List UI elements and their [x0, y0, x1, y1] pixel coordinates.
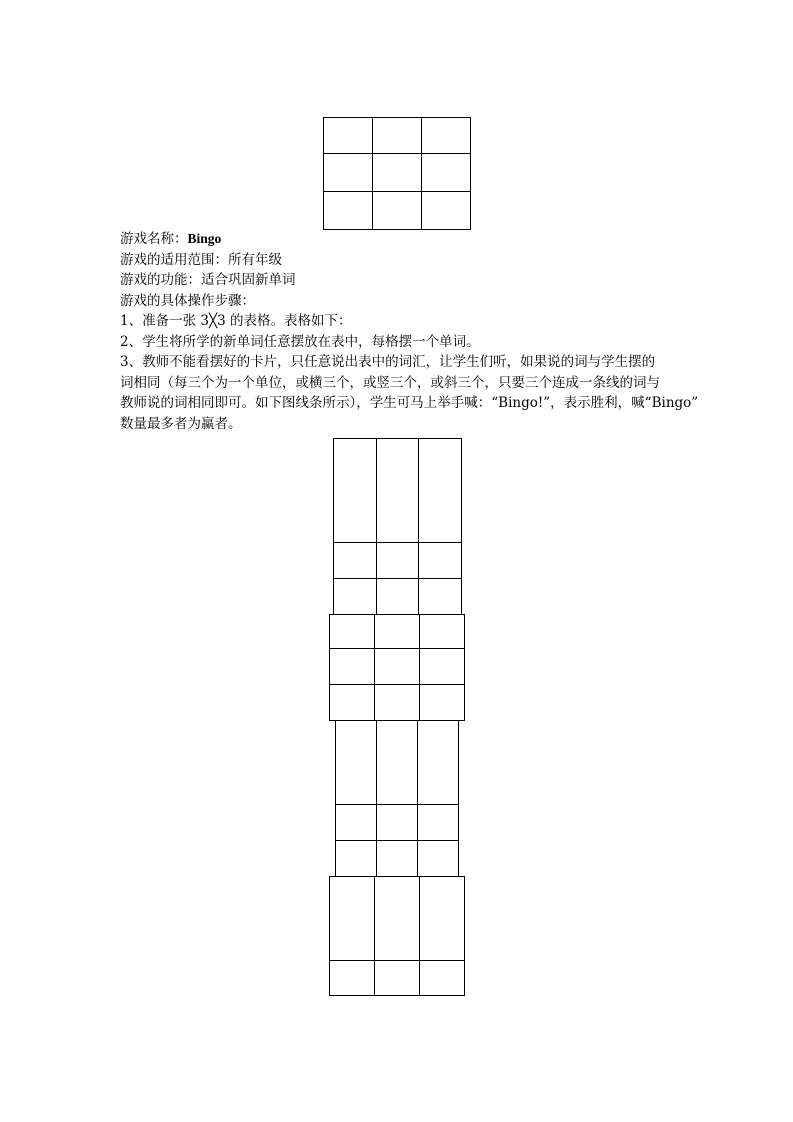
grid-cell [336, 721, 377, 805]
grid-cell [376, 439, 419, 543]
game-name-value: Bingo [187, 231, 222, 246]
grid-cell [418, 841, 459, 877]
grid-cell [334, 439, 377, 543]
grid-cell [324, 192, 373, 230]
step-1: 1、准备一张 3╳3 的表格。表格如下： [120, 313, 352, 329]
grid-cell [334, 579, 377, 615]
bingo-grid-example-1 [333, 438, 462, 615]
bingo-grid-example-3 [335, 720, 459, 877]
grid-cell [330, 685, 375, 721]
grid-cell [336, 805, 377, 841]
step-3-line-2: 词相同（每三个为一个单位，或横三个，或竖三个，或斜三个，只要三个连成一条线的词与 [120, 374, 660, 391]
grid-cell [375, 615, 420, 649]
grid-cell [375, 961, 420, 996]
step-3-line-4: 数量最多者为赢者。 [120, 415, 242, 432]
grid-cell [373, 154, 422, 192]
grid-cell [324, 154, 373, 192]
grid-cell [418, 721, 459, 805]
game-name-line [120, 229, 685, 250]
grid-cell [324, 118, 373, 154]
steps-title: 游戏的具体操作步骤： [120, 292, 255, 309]
game-description [120, 229, 699, 434]
game-name-label: 游戏名称： [120, 231, 188, 247]
grid-cell [330, 615, 375, 649]
grid-cell [376, 579, 419, 615]
grid-cell [334, 543, 377, 579]
grid-cell [330, 877, 375, 961]
step-3-line-3: 教师说的词相同即可。如下图线条所示），学生可马上举手喊：“Bingo!”，表示胜利，喊“Bingo” [120, 395, 699, 411]
grid-cell [419, 439, 462, 543]
grid-cell [418, 805, 459, 841]
step-2: 2、学生将所学的新单词任意摆放在表中，每格摆一个单词。 [120, 333, 480, 350]
grid-cell [422, 118, 471, 154]
grid-cell [376, 543, 419, 579]
grid-cell [420, 615, 465, 649]
grid-cell [330, 961, 375, 996]
grid-cell [422, 192, 471, 230]
bingo-grid-example-2 [329, 614, 465, 721]
grid-cell [375, 877, 420, 961]
grid-cell [377, 805, 418, 841]
grid-cell [373, 192, 422, 230]
grid-cell [377, 721, 418, 805]
bingo-grid-top [323, 117, 471, 230]
grid-cell [375, 685, 420, 721]
grid-cell [336, 841, 377, 877]
grid-cell [330, 649, 375, 685]
grid-cell [420, 649, 465, 685]
grid-cell [420, 877, 465, 961]
bingo-grid-example-4 [329, 876, 465, 996]
grid-cell [422, 154, 471, 192]
grid-cell [420, 961, 465, 996]
grid-cell [419, 543, 462, 579]
grid-cell [375, 649, 420, 685]
grid-cell [419, 579, 462, 615]
grid-cell [420, 685, 465, 721]
grid-cell [377, 841, 418, 877]
grid-cell [373, 118, 422, 154]
game-scope: 游戏的适用范围：所有年级 [120, 251, 282, 268]
game-function: 游戏的功能：适合巩固新单词 [120, 272, 296, 288]
step-3-line-1: 3、教师不能看摆好的卡片，只任意说出表中的词汇，让学生们听，如果说的词与学生摆的 [120, 354, 656, 370]
